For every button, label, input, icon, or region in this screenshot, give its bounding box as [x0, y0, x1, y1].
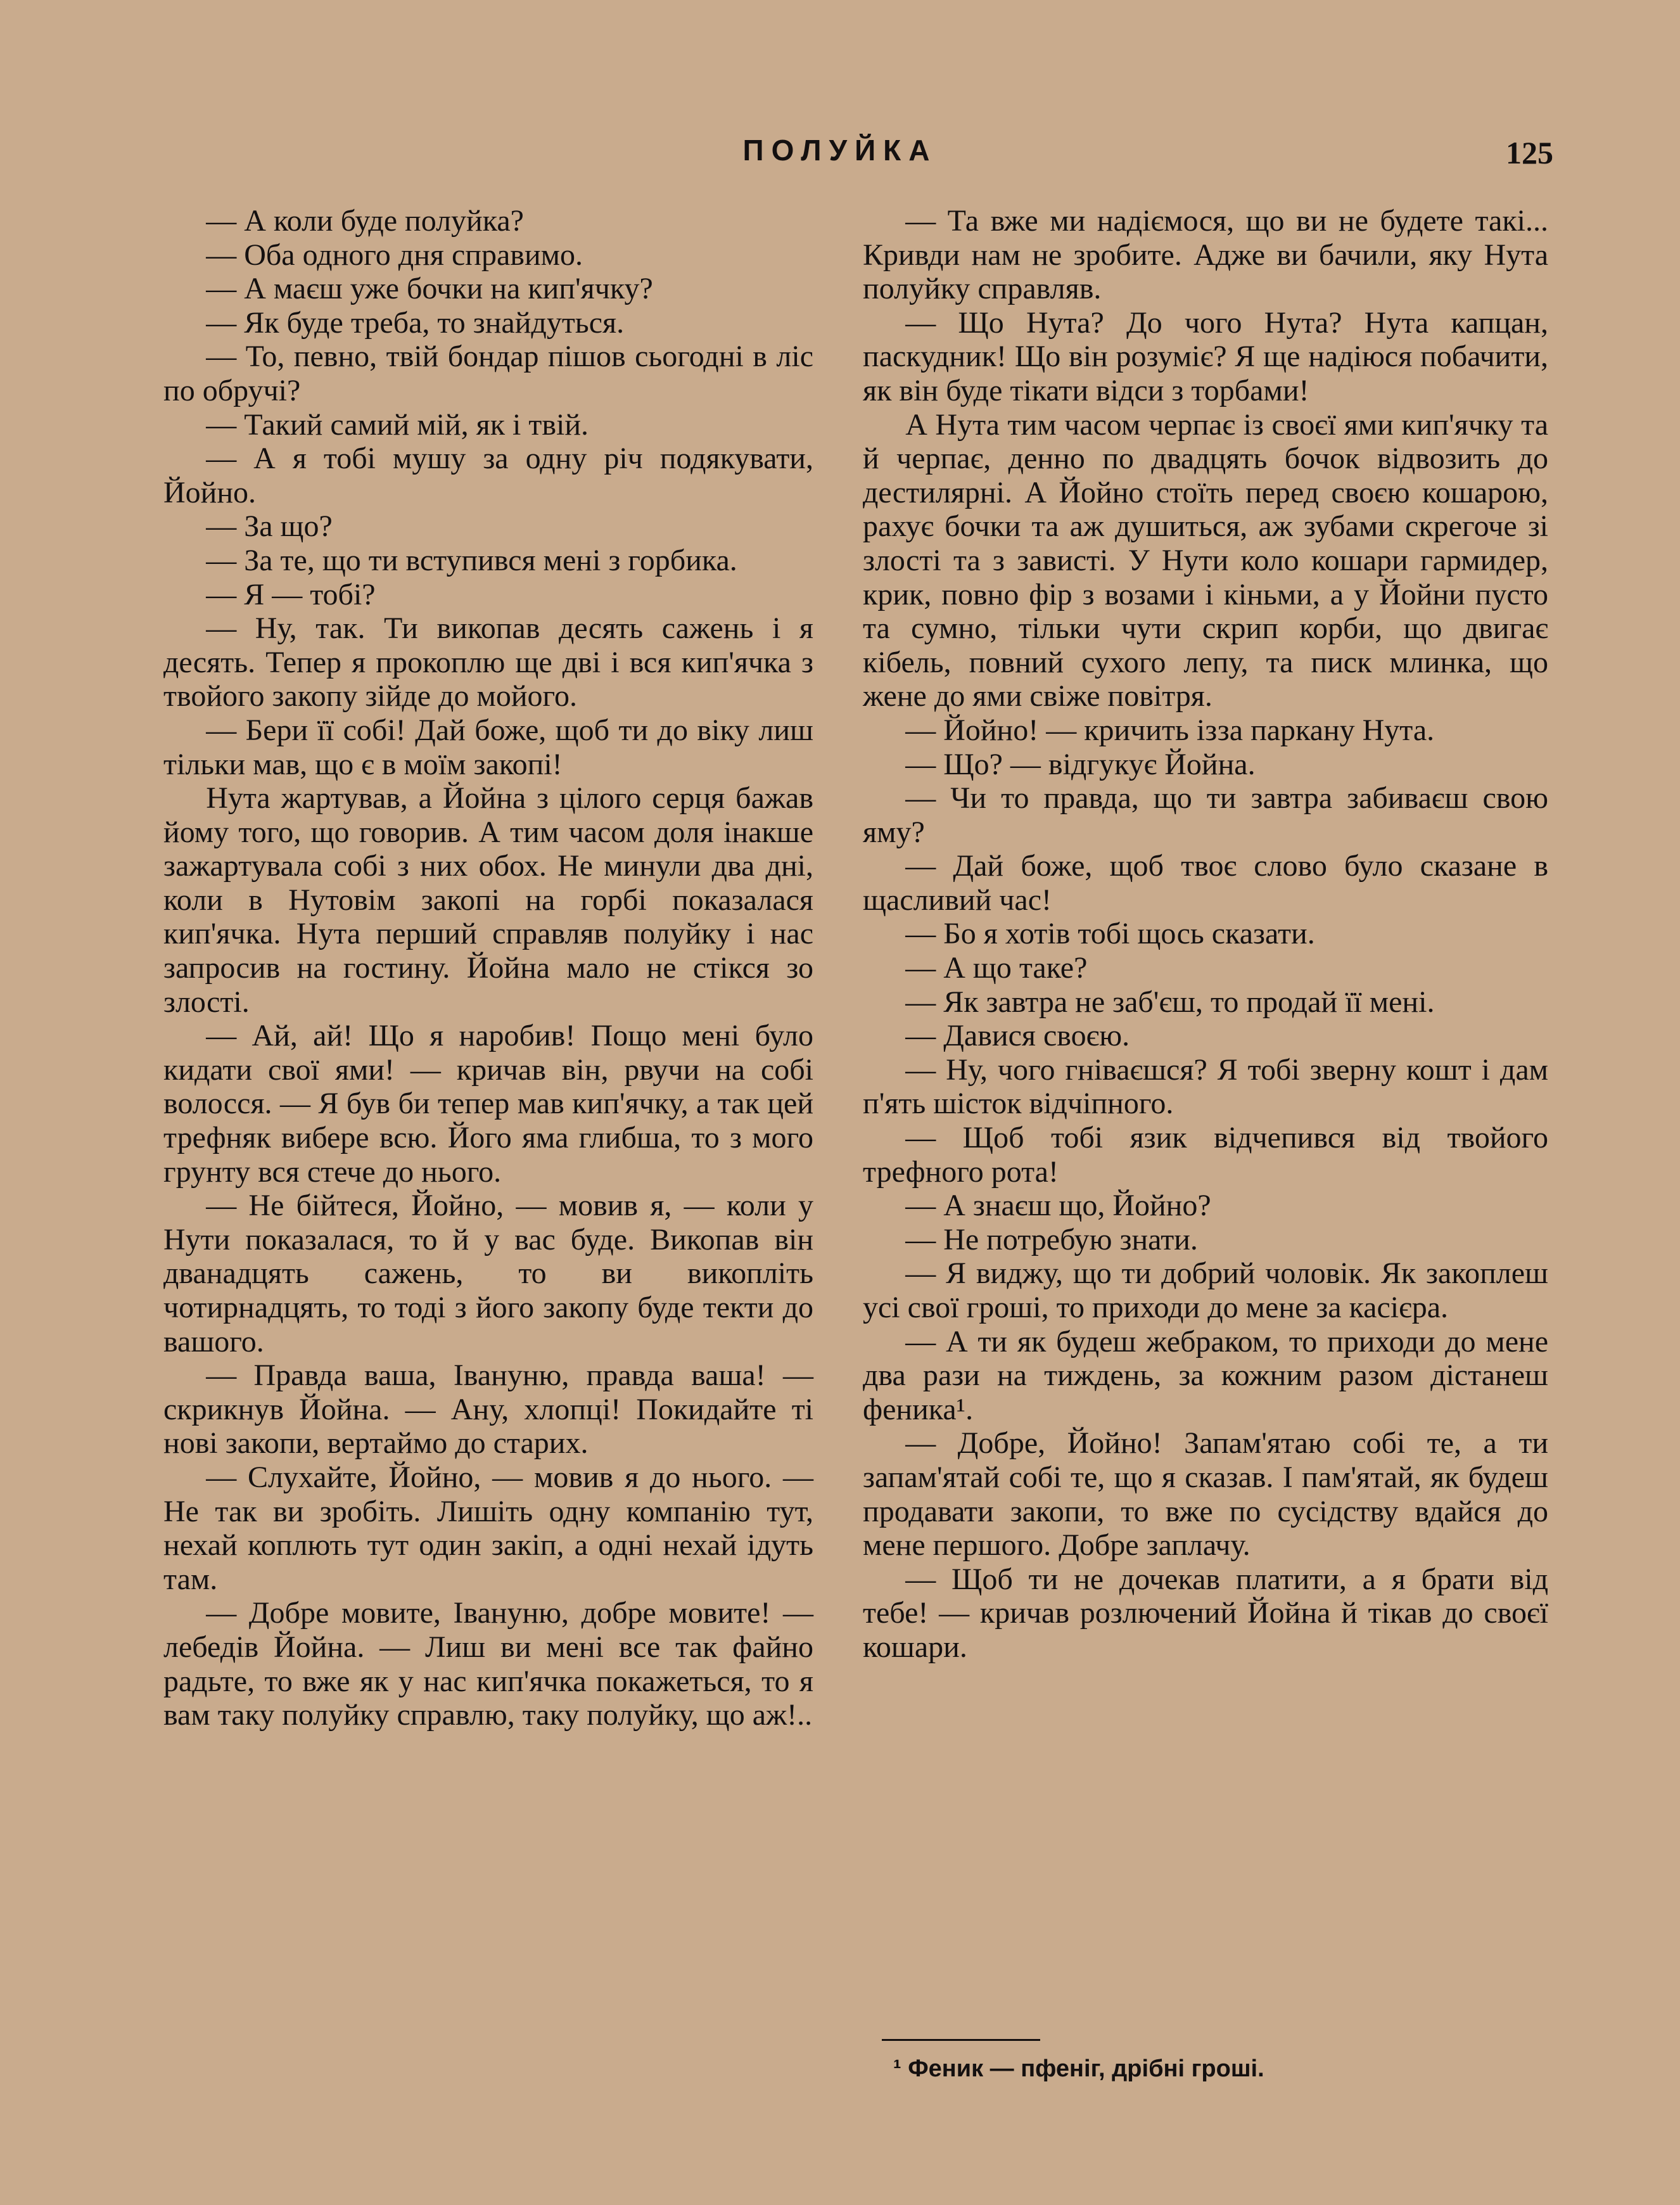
paragraph: — А я тобі мушу за одну річ подякувати, Йойно.: [163, 442, 813, 509]
paragraph: — Давися своєю.: [905, 1019, 1130, 1053]
paragraph: — Щоб тобі язик відчепився від твойого трефного рота!: [863, 1121, 1548, 1189]
paragraph: Нута жартував, а Йойна з цілого серця бажав йому того, що говорив. А тим часом доля інакше зажартувала собі з них обох. Не минули два дні, коли в Нутовім закопі на горбі показалася кип'ячка. Нута перший справляв полуйку і нас запросив на гостину. Йойна мало не стікся зо злості.: [163, 781, 813, 1019]
paragraph: — А маєш уже бочки на кип'ячку?: [206, 272, 653, 306]
paragraph: — Добре мовите, Івануню, добре мовите! — лебедів Йойна. — Лиш ви мені все так файно радьте, то вже як у нас кип'ячка покажеться, то я вам таку полуйку справлю, таку полуйку, що аж!..: [163, 1596, 813, 1732]
paragraph: — А знаєш що, Йойно?: [905, 1189, 1211, 1223]
left-text-column: [163, 204, 813, 1732]
footnote-divider: [882, 2039, 1040, 2041]
paragraph: — Як буде треба, то знайдуться.: [206, 305, 625, 340]
paragraph: — А коли буде полуйка?: [206, 204, 524, 238]
paragraph: — Такий самий мій, як і твій.: [206, 407, 589, 442]
paragraph: — За те, що ти вступився мені з горбика.: [206, 543, 737, 577]
paragraph: — А ти як будеш жебраком, то приходи до мене два рази на тиждень, за кожним разом дістанеш феника¹.: [863, 1324, 1548, 1426]
paragraph: — Добре, Йойно! Запам'ятаю собі те, а ти запам'ятай собі те, що я сказав. І пам'ятай, як будеш продавати закопи, то вже по сусідству вдайся до мене першого. Добре заплачу.: [863, 1426, 1548, 1563]
page-number: 125: [1506, 135, 1553, 170]
paragraph: — Я виджу, що ти добрий чоловік. Як закоплеш усі свої гроші, то приходи до мене за касієра.: [863, 1256, 1548, 1324]
right-text-column: [863, 204, 1548, 1665]
paragraph: — Дай боже, щоб твоє слово було сказане в щасливий час!: [863, 849, 1548, 917]
paragraph: — Ну, чого гніваєшся? Я тобі зверну кошт і дам п'ять шісток відчіпного.: [863, 1052, 1548, 1121]
paragraph: — Як завтра не заб'єш, то продай її мені.: [905, 985, 1435, 1019]
paragraph: — Що? — відгукує Йойна.: [905, 747, 1256, 781]
paragraph: — Бери її собі! Дай боже, щоб ти до віку лиш тільки мав, що є в моїм закопі!: [163, 713, 813, 781]
paragraph: — Чи то правда, що ти завтра забиваєш свою яму?: [863, 781, 1548, 849]
paragraph: А Нута тим часом черпає із своєї ями кип'ячку та й черпає, денно по двадцять бочок відвозить до дестилярні. А Йойно стоїть перед своєю кошарою, рахує бочки та аж душиться, аж зубами скрегоче зі злості та з зависті. У Нути коло кошари гармидер, крик, повно фір з возами і кіньми, а у Йойни пусто та сумно, тільки чути скрип корби, що двигає кібель, повний сухого лепу, та писк млинка, що жене до ями свіже повітря.: [863, 407, 1548, 713]
paragraph: — Правда ваша, Івануню, правда ваша! — скрикнув Йойна. — Ану, хлопці! Покидайте ті нові закопи, вертаймо до старих.: [163, 1358, 813, 1460]
paragraph: — Що Нута? До чого Нута? Нута капцан, паскудник! Що він розуміє? Я ще надіюся побачити, як він буде тікати відси з торбами!: [863, 305, 1548, 407]
paragraph: — За що?: [206, 509, 333, 544]
paragraph: — Слухайте, Йойно, — мовив я до нього. — Не так ви зробіть. Лишіть одну компанію тут, нехай коплють тут один закіп, а одні нехай ідуть там.: [163, 1460, 813, 1596]
footnote: ¹ Феник — пфеніг, дрібні гроші.: [893, 2055, 1264, 2082]
paragraph: — Я — тобі?: [206, 577, 376, 611]
paragraph: — Ну, так. Ти викопав десять сажень і я десять. Тепер я прокоплю ще дві і вся кип'ячка з твойого закопу зійде до мойого.: [163, 611, 813, 713]
paragraph: — Не бійтеся, Йойно, — мовив я, — коли у Нути показалася, то й у вас буде. Викопав він дванадцять сажень, то ви викопліть чотирнадцять, то тоді з його закопу буде текти до вашого.: [163, 1189, 813, 1358]
paragraph: — А що таке?: [905, 951, 1088, 985]
paragraph: — Йойно! — кричить ізза паркану Нута.: [905, 713, 1435, 747]
running-title: ПОЛУЙКА: [742, 134, 938, 167]
paragraph: — Не потребую знати.: [905, 1222, 1198, 1256]
paragraph: — Бо я хотів тобі щось сказати.: [905, 917, 1315, 951]
paragraph: — Щоб ти не дочекав платити, а я брати від тебе! — кричав розлючений Йойна й тікав до своєї кошари.: [863, 1562, 1548, 1664]
paragraph: — Та вже ми надіємося, що ви не будете такі... Кривди нам не зробите. Адже ви бачили, яку Нута полуйку справляв.: [863, 204, 1548, 306]
paragraph: — Ай, ай! Що я наробив! Пощо мені було кидати свої ями! — кричав він, рвучи на собі волосся. — Я був би тепер мав кип'ячку, а так цей трефняк вибере всю. Його яма глибша, то з мого грунту вся стече до нього.: [163, 1019, 813, 1189]
paragraph: — То, певно, твій бондар пішов сьогодні в ліс по обручі?: [163, 340, 813, 407]
paragraph: — Оба одного дня справимо.: [206, 238, 583, 272]
